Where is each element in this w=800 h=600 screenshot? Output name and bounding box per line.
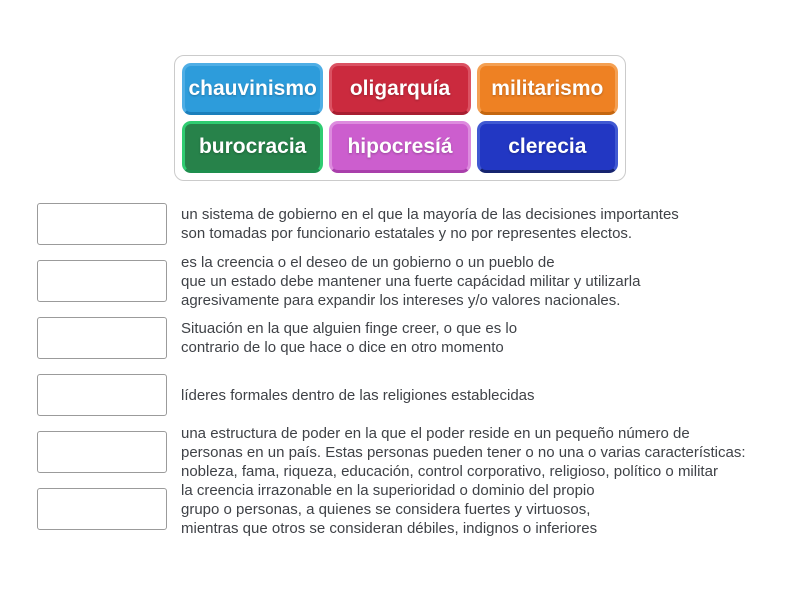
word-bank-wrap (174, 55, 626, 181)
definition-text: un sistema de gobierno en el que la mayoría de las decisiones importantes son tomadas por funcionario estatales y no por representes electos. (181, 206, 679, 242)
word-tile[interactable] (329, 121, 470, 173)
answer-drop-zone[interactable] (37, 431, 167, 473)
word-tile[interactable] (182, 63, 323, 115)
definitions-list (37, 203, 800, 537)
word-bank (174, 55, 626, 181)
match-row (37, 317, 800, 359)
match-row (37, 253, 800, 309)
word-tile-label: oligarquía (349, 77, 451, 100)
definition-text: líderes formales dentro de las religiones establecidas (181, 386, 535, 404)
definition-text: es la creencia o el deseo de un gobierno o un pueblo de que un estado debe mantener una fuerte capácidad militar y utilizarla agresivamente para expandir los intereses y/o valores nacionales. (181, 253, 641, 309)
word-tile-label: hipocresíá (347, 135, 453, 158)
word-tile[interactable] (182, 121, 323, 173)
word-tile[interactable] (477, 63, 618, 115)
match-row (37, 374, 800, 416)
answer-drop-zone[interactable] (37, 317, 167, 359)
match-row (37, 203, 800, 245)
answer-drop-zone[interactable] (37, 203, 167, 245)
word-tile-label: burocracia (198, 135, 307, 158)
word-tile-label: clerecia (508, 135, 587, 158)
match-row (37, 481, 800, 537)
answer-drop-zone[interactable] (37, 260, 167, 302)
answer-drop-zone[interactable] (37, 374, 167, 416)
definition-text: la creencia irrazonable en la superioridad o dominio del propio grupo o personas, a quienes se considera fuertes y virtuosos, mientras que otros se consideran débiles, indignos o inferiores (181, 481, 598, 537)
match-row (37, 424, 800, 480)
word-tile[interactable] (329, 63, 470, 115)
answer-drop-zone[interactable] (37, 488, 167, 530)
word-tile-label: militarismo (491, 77, 604, 100)
definition-text: Situación en la que alguien finge creer, o que es lo contrario de lo que hace o dice en otro momento (181, 320, 518, 356)
word-tile[interactable] (477, 121, 618, 173)
word-tile-label: chauvinismo (188, 77, 317, 100)
definition-text: una estructura de poder en la que el poder reside en un pequeño número de personas en un país. Estas personas pueden tener o no una o varias características: nobleza, fama, riqueza, educación, control corporativo, religioso, político o militar (181, 424, 746, 480)
